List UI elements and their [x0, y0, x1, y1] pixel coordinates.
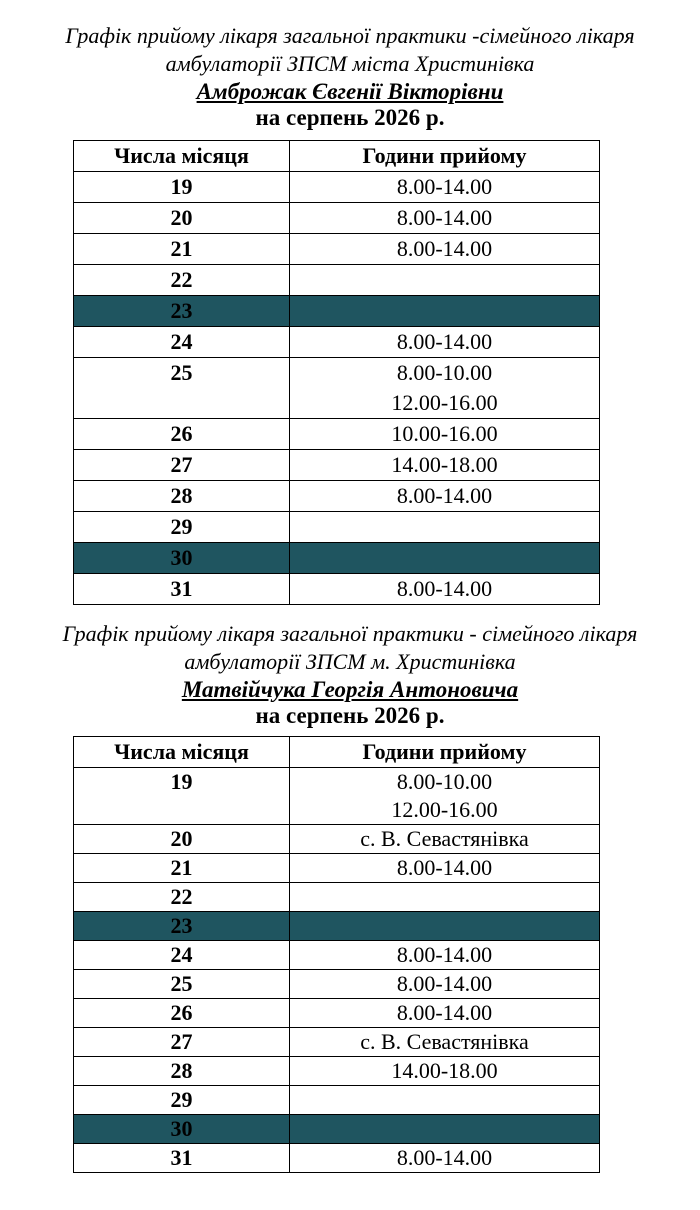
- hours-value: 8.00-14.00: [396, 236, 493, 261]
- table-row: [74, 296, 600, 327]
- table-row: [74, 234, 600, 265]
- hours-value: 10.00-16.00: [391, 421, 498, 446]
- day-cell: 26: [74, 419, 290, 450]
- day-cell: 25: [74, 970, 290, 999]
- hours-cell: [290, 574, 600, 605]
- day-cell: 31: [74, 574, 290, 605]
- table-row: [74, 825, 600, 854]
- table-row: [74, 574, 600, 605]
- schedule-table-1: [73, 140, 600, 605]
- day-cell: 29: [74, 1086, 290, 1115]
- table-row: [74, 883, 600, 912]
- day-cell: 31: [74, 1144, 290, 1173]
- hours-cell: [290, 450, 600, 481]
- table-row: [74, 941, 600, 970]
- schedule-title-line1: Графік прийому лікаря загальної практики -сімейного лікаря: [65, 23, 635, 48]
- hours-value: 14.00-18.00: [391, 452, 498, 477]
- day-cell: 21: [74, 234, 290, 265]
- hours-cell: [290, 1028, 600, 1057]
- day-cell: 24: [74, 327, 290, 358]
- schedule-title-line2: амбулаторії ЗПСМ м. Христинівка: [184, 649, 516, 674]
- hours-cell: [290, 825, 600, 854]
- schedule-table-2: [73, 736, 600, 1173]
- hours-value: 8.00-14.00: [396, 855, 493, 880]
- schedule-1: [0, 22, 700, 131]
- day-cell: 19: [74, 172, 290, 203]
- day-cell: 30: [74, 543, 290, 574]
- doctor-name: Амброжак Євгенії Вікторівни: [196, 79, 504, 104]
- hours-value: 14.00-18.00: [391, 1058, 498, 1083]
- hours-value: 8.00-10.00: [396, 769, 493, 794]
- table-row: [74, 854, 600, 883]
- column-header-day: Числа місяця: [74, 141, 290, 172]
- doctor-name: Матвійчука Георгія Антоновича: [181, 677, 519, 702]
- hours-cell: [290, 1086, 600, 1115]
- schedule-period: на серпень 2026 р.: [255, 703, 445, 728]
- day-cell: 28: [74, 1057, 290, 1086]
- table-row: [74, 172, 600, 203]
- table-row: [74, 768, 600, 825]
- table-row: [74, 1144, 600, 1173]
- hours-value: 8.00-14.00: [396, 971, 493, 996]
- hours-cell: [290, 912, 600, 941]
- day-cell: 23: [74, 912, 290, 941]
- table-row: [74, 327, 600, 358]
- hours-cell: [290, 1057, 600, 1086]
- hours-cell: [290, 854, 600, 883]
- hours-value: 8.00-14.00: [396, 329, 493, 354]
- hours-cell: [290, 327, 600, 358]
- hours-value: 8.00-14.00: [396, 483, 493, 508]
- day-cell: 27: [74, 450, 290, 481]
- hours-value: 8.00-14.00: [396, 576, 493, 601]
- table-row: [74, 358, 600, 419]
- table-row: [74, 1086, 600, 1115]
- table-header-row: [74, 737, 600, 768]
- hours-cell: [290, 203, 600, 234]
- hours-value: 8.00-14.00: [396, 1145, 493, 1170]
- day-cell: 23: [74, 296, 290, 327]
- hours-cell: [290, 358, 600, 419]
- hours-value: с. В. Севастянівка: [360, 1029, 529, 1054]
- hours-cell: [290, 768, 600, 825]
- hours-cell: [290, 999, 600, 1028]
- table-row: [74, 419, 600, 450]
- hours-cell: [290, 1115, 600, 1144]
- table-row: [74, 970, 600, 999]
- schedule-period: на серпень 2026 р.: [255, 105, 445, 130]
- day-cell: 22: [74, 265, 290, 296]
- hours-value: 8.00-14.00: [396, 1000, 493, 1025]
- day-cell: 22: [74, 883, 290, 912]
- hours-value: с. В. Севастянівка: [360, 826, 529, 851]
- hours-cell: [290, 234, 600, 265]
- day-cell: 26: [74, 999, 290, 1028]
- hours-cell: [290, 172, 600, 203]
- table-row: [74, 1028, 600, 1057]
- hours-value: 12.00-16.00: [391, 390, 498, 415]
- table-row: [74, 265, 600, 296]
- day-cell: 19: [74, 768, 290, 825]
- hours-value: 12.00-16.00: [391, 797, 498, 822]
- hours-cell: [290, 481, 600, 512]
- day-cell: 24: [74, 941, 290, 970]
- day-cell: 20: [74, 825, 290, 854]
- hours-value: 8.00-10.00: [396, 360, 493, 385]
- day-cell: 21: [74, 854, 290, 883]
- table-header-row: [74, 141, 600, 172]
- table-row: [74, 1057, 600, 1086]
- hours-value: 8.00-14.00: [396, 942, 493, 967]
- table-row: [74, 512, 600, 543]
- hours-cell: [290, 512, 600, 543]
- schedule-2: [0, 620, 700, 729]
- table-row: [74, 481, 600, 512]
- hours-cell: [290, 265, 600, 296]
- column-header-hours: Години прийому: [290, 141, 600, 172]
- day-cell: 20: [74, 203, 290, 234]
- hours-cell: [290, 970, 600, 999]
- day-cell: 25: [74, 358, 290, 419]
- hours-cell: [290, 296, 600, 327]
- hours-value: 8.00-14.00: [396, 174, 493, 199]
- column-header-day: Числа місяця: [74, 737, 290, 768]
- hours-cell: [290, 1144, 600, 1173]
- table-row: [74, 450, 600, 481]
- schedule-title-line2: амбулаторії ЗПСМ міста Христинівка: [165, 51, 535, 76]
- table-row: [74, 1115, 600, 1144]
- column-header-hours: Години прийому: [290, 737, 600, 768]
- hours-cell: [290, 883, 600, 912]
- table-row: [74, 999, 600, 1028]
- hours-cell: [290, 941, 600, 970]
- table-row: [74, 203, 600, 234]
- hours-cell: [290, 543, 600, 574]
- hours-cell: [290, 419, 600, 450]
- day-cell: 28: [74, 481, 290, 512]
- hours-value: 8.00-14.00: [396, 205, 493, 230]
- day-cell: 27: [74, 1028, 290, 1057]
- day-cell: 30: [74, 1115, 290, 1144]
- table-row: [74, 912, 600, 941]
- schedule-title-line1: Графік прийому лікаря загальної практики - сімейного лікаря: [62, 621, 638, 646]
- day-cell: 29: [74, 512, 290, 543]
- table-row: [74, 543, 600, 574]
